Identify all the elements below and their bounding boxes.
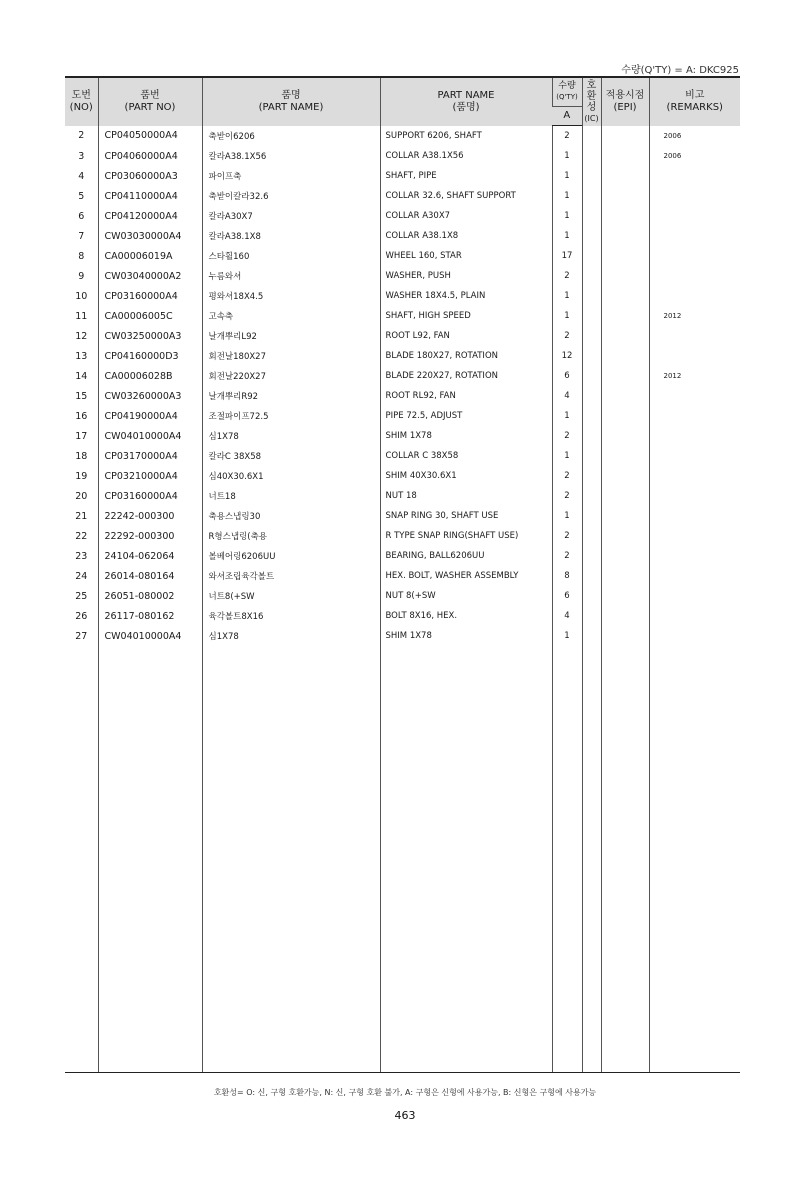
epi-cell	[601, 286, 649, 306]
table-row	[65, 466, 740, 486]
part-name-korean-cell: 심1X78	[202, 626, 380, 646]
table-row	[65, 386, 740, 406]
quantity-cell: 1	[552, 406, 582, 426]
part-name-korean-cell: 와셔조립육각볼트	[202, 566, 380, 586]
interchangeability-cell	[582, 606, 601, 626]
part-number-cell: 26117-080162	[98, 606, 202, 626]
part-name-english-cell: SHIM 1X78	[380, 426, 552, 446]
part-number-cell: CW03250000A3	[98, 326, 202, 346]
remarks-cell: 2012	[649, 366, 740, 386]
part-number-cell: CP04190000A4	[98, 406, 202, 426]
epi-cell	[601, 186, 649, 206]
row-number-cell: 2	[78, 130, 85, 142]
part-name-korean-cell: 고속축	[202, 306, 380, 326]
remarks-cell	[649, 446, 740, 466]
table-row	[65, 126, 740, 147]
quantity-cell: 4	[552, 386, 582, 406]
interchangeability-cell	[582, 126, 601, 147]
row-number-cell: 27	[75, 630, 88, 642]
row-number-cell: 8	[78, 250, 85, 262]
part-name-korean-cell: 파이프축	[202, 166, 380, 186]
quantity-cell: 2	[552, 466, 582, 486]
remarks-cell	[649, 166, 740, 186]
header-interchangeability: 호 환 성 (IC)	[582, 77, 601, 126]
table-row	[65, 346, 740, 366]
epi-cell	[601, 146, 649, 166]
part-name-english-cell: SHAFT, PIPE	[380, 166, 552, 186]
part-number-cell: CP03160000A4	[98, 486, 202, 506]
interchangeability-cell	[582, 386, 601, 406]
interchangeability-cell	[582, 246, 601, 266]
part-name-korean-cell: 심40X30.6X1	[202, 466, 380, 486]
part-number-cell: 26014-080164	[98, 566, 202, 586]
interchangeability-cell	[582, 626, 601, 646]
part-name-english-cell: COLLAR 32.6, SHAFT SUPPORT	[380, 186, 552, 206]
quantity-model-note: 수량(Q'TY) = A: DKC925	[621, 65, 739, 76]
remarks-cell	[649, 226, 740, 246]
table-row	[65, 206, 740, 226]
epi-cell	[601, 386, 649, 406]
epi-cell	[601, 466, 649, 486]
empty-cell	[65, 646, 98, 1073]
part-number-cell: CP04110000A4	[98, 186, 202, 206]
row-number-cell: 25	[75, 590, 88, 602]
remarks-cell	[649, 506, 740, 526]
empty-cell	[98, 646, 202, 1073]
interchangeability-cell	[582, 446, 601, 466]
table-row	[65, 266, 740, 286]
table-row	[65, 426, 740, 446]
remarks-cell	[649, 386, 740, 406]
quantity-cell: 6	[552, 586, 582, 606]
interchangeability-cell	[582, 546, 601, 566]
part-name-korean-cell: 날개뿌리L92	[202, 326, 380, 346]
epi-cell	[601, 326, 649, 346]
row-number-cell: 24	[75, 570, 88, 582]
row-number-cell: 21	[75, 510, 88, 522]
part-name-korean-cell: 칼라A30X7	[202, 206, 380, 226]
part-name-english-cell: SHAFT, HIGH SPEED	[380, 306, 552, 326]
table-row	[65, 626, 740, 646]
parts-table-body	[65, 126, 740, 1073]
interchangeability-cell	[582, 206, 601, 226]
row-number-cell: 10	[75, 290, 88, 302]
epi-cell	[601, 406, 649, 426]
header-quantity-model-a: A	[552, 107, 582, 126]
interchangeability-cell	[582, 226, 601, 246]
interchangeability-cell	[582, 266, 601, 286]
quantity-cell: 1	[552, 186, 582, 206]
part-name-english-cell: COLLAR C 38X58	[380, 446, 552, 466]
header-no: 도번 (NO)	[65, 77, 98, 126]
part-name-korean-cell: 날개뿌리R92	[202, 386, 380, 406]
quantity-cell: 2	[552, 486, 582, 506]
part-name-english-cell: PIPE 72.5, ADJUST	[380, 406, 552, 426]
remarks-cell	[649, 186, 740, 206]
epi-cell	[601, 246, 649, 266]
part-name-korean-cell: 너트18	[202, 486, 380, 506]
part-number-cell: CW03040000A2	[98, 266, 202, 286]
remarks-cell	[649, 586, 740, 606]
header-part-no: 품번 (PART NO)	[98, 77, 202, 126]
part-name-english-cell: COLLAR A38.1X56	[380, 146, 552, 166]
quantity-cell: 2	[552, 546, 582, 566]
quantity-cell: 17	[552, 246, 582, 266]
part-name-korean-cell: 평와셔18X4.5	[202, 286, 380, 306]
part-name-korean-cell: 조절파이프72.5	[202, 406, 380, 426]
table-row	[65, 366, 740, 386]
part-name-korean-cell: 스타휠160	[202, 246, 380, 266]
quantity-cell: 1	[552, 226, 582, 246]
interchangeability-cell	[582, 466, 601, 486]
interchangeability-cell	[582, 366, 601, 386]
header-part-name-ko: 품명 (PART NAME)	[202, 77, 380, 126]
part-name-korean-cell: 축용스냅링30	[202, 506, 380, 526]
part-name-english-cell: NUT 18	[380, 486, 552, 506]
part-name-korean-cell: 회전날180X27	[202, 346, 380, 366]
part-number-cell: 22292-000300	[98, 526, 202, 546]
remarks-cell	[649, 406, 740, 426]
row-number-cell: 3	[78, 150, 85, 162]
remarks-cell	[649, 486, 740, 506]
row-number-cell: 17	[75, 430, 88, 442]
remarks-cell: 2006	[649, 126, 740, 147]
part-name-korean-cell: 너트8(+SW	[202, 586, 380, 606]
remarks-cell: 2012	[649, 306, 740, 326]
part-name-english-cell: SNAP RING 30, SHAFT USE	[380, 506, 552, 526]
part-number-cell: CA00006019A	[98, 246, 202, 266]
part-name-korean-cell: 볼베어링6206UU	[202, 546, 380, 566]
empty-cell	[601, 646, 649, 1073]
interchangeability-cell	[582, 286, 601, 306]
empty-cell	[552, 646, 582, 1073]
part-name-english-cell: NUT 8(+SW	[380, 586, 552, 606]
epi-cell	[601, 486, 649, 506]
quantity-cell: 12	[552, 346, 582, 366]
part-number-cell: CP03060000A3	[98, 166, 202, 186]
part-number-cell: CW04010000A4	[98, 626, 202, 646]
quantity-cell: 1	[552, 306, 582, 326]
quantity-cell: 2	[552, 266, 582, 286]
interchangeability-cell	[582, 586, 601, 606]
row-number-cell: 15	[75, 390, 88, 402]
epi-cell	[601, 586, 649, 606]
row-number-cell: 5	[78, 190, 85, 202]
part-name-english-cell: WHEEL 160, STAR	[380, 246, 552, 266]
row-number-cell: 13	[75, 350, 88, 362]
table-row	[65, 146, 740, 166]
empty-filler-row	[65, 646, 740, 1073]
part-name-korean-cell: 육각볼트8X16	[202, 606, 380, 626]
part-number-cell: 22242-000300	[98, 506, 202, 526]
row-number-cell: 9	[78, 270, 85, 282]
quantity-cell: 1	[552, 206, 582, 226]
table-row	[65, 566, 740, 586]
remarks-cell	[649, 426, 740, 446]
table-row	[65, 286, 740, 306]
part-number-cell: CP03160000A4	[98, 286, 202, 306]
interchangeability-footnote: 호환성= O: 신, 구형 호환가능, N: 신, 구형 호환 불가, A: 구형은 신형에 사용가능, B: 신형은 구형에 사용가능	[213, 1088, 597, 1097]
table-row	[65, 486, 740, 506]
interchangeability-cell	[582, 186, 601, 206]
header-epi: 적용시점 (EPI)	[601, 77, 649, 126]
epi-cell	[601, 606, 649, 626]
table-row	[65, 526, 740, 546]
header-part-name-en: PART NAME (품명)	[380, 77, 552, 126]
table-row	[65, 306, 740, 326]
remarks-cell	[649, 266, 740, 286]
header-quantity: 수량 (Q'TY)	[552, 77, 582, 107]
row-number-cell: 7	[78, 230, 85, 242]
remarks-cell	[649, 626, 740, 646]
part-name-english-cell: SUPPORT 6206, SHAFT	[380, 126, 552, 147]
part-name-korean-cell: 축받이6206	[202, 126, 380, 147]
quantity-cell: 2	[552, 326, 582, 346]
epi-cell	[601, 206, 649, 226]
quantity-cell: 1	[552, 286, 582, 306]
row-number-cell: 16	[75, 410, 88, 422]
remarks-cell	[649, 526, 740, 546]
part-number-cell: CP03210000A4	[98, 466, 202, 486]
empty-cell	[202, 646, 380, 1073]
part-name-korean-cell: 칼라C 38X58	[202, 446, 380, 466]
part-name-english-cell: COLLAR A38.1X8	[380, 226, 552, 246]
remarks-cell	[649, 546, 740, 566]
empty-cell	[380, 646, 552, 1073]
part-name-korean-cell: 누름와셔	[202, 266, 380, 286]
part-number-cell: CW03030000A4	[98, 226, 202, 246]
interchangeability-cell	[582, 146, 601, 166]
part-name-english-cell: COLLAR A30X7	[380, 206, 552, 226]
row-number-cell: 6	[78, 210, 85, 222]
quantity-cell: 2	[552, 426, 582, 446]
table-row	[65, 586, 740, 606]
epi-cell	[601, 426, 649, 446]
empty-cell	[649, 646, 740, 1073]
page-number: 463	[394, 1109, 416, 1122]
part-name-english-cell: SHIM 40X30.6X1	[380, 466, 552, 486]
interchangeability-cell	[582, 326, 601, 346]
epi-cell	[601, 346, 649, 366]
part-name-korean-cell: 칼라A38.1X56	[202, 146, 380, 166]
part-number-cell: CW04010000A4	[98, 426, 202, 446]
quantity-cell: 8	[552, 566, 582, 586]
interchangeability-cell	[582, 566, 601, 586]
table-row	[65, 226, 740, 246]
epi-cell	[601, 446, 649, 466]
remarks-cell	[649, 606, 740, 626]
part-number-cell: CA00006028B	[98, 366, 202, 386]
epi-cell	[601, 366, 649, 386]
table-row	[65, 406, 740, 426]
remarks-cell	[649, 326, 740, 346]
quantity-cell: 1	[552, 146, 582, 166]
quantity-cell: 1	[552, 446, 582, 466]
epi-cell	[601, 266, 649, 286]
part-name-english-cell: WASHER, PUSH	[380, 266, 552, 286]
part-number-cell: CP04120000A4	[98, 206, 202, 226]
table-row	[65, 166, 740, 186]
part-name-korean-cell: 심1X78	[202, 426, 380, 446]
part-name-english-cell: ROOT RL92, FAN	[380, 386, 552, 406]
table-row	[65, 446, 740, 466]
part-name-english-cell: BEARING, BALL6206UU	[380, 546, 552, 566]
part-number-cell: CA00006005C	[98, 306, 202, 326]
parts-table	[65, 76, 740, 1073]
row-number-cell: 20	[75, 490, 88, 502]
epi-cell	[601, 126, 649, 147]
row-number-cell: 14	[75, 370, 88, 382]
part-number-cell: CP04160000D3	[98, 346, 202, 366]
table-row	[65, 506, 740, 526]
empty-cell	[582, 646, 601, 1073]
epi-cell	[601, 306, 649, 326]
part-number-cell: CP04050000A4	[98, 126, 202, 147]
quantity-cell: 6	[552, 366, 582, 386]
interchangeability-cell	[582, 426, 601, 446]
remarks-cell	[649, 466, 740, 486]
part-name-english-cell: SHIM 1X78	[380, 626, 552, 646]
interchangeability-cell	[582, 526, 601, 546]
part-name-english-cell: WASHER 18X4.5, PLAIN	[380, 286, 552, 306]
row-number-cell: 4	[78, 170, 85, 182]
part-name-korean-cell: 축받이칼라32.6	[202, 186, 380, 206]
quantity-cell: 2	[552, 126, 582, 147]
part-number-cell: 26051-080002	[98, 586, 202, 606]
part-name-english-cell: R TYPE SNAP RING(SHAFT USE)	[380, 526, 552, 546]
row-number-cell: 12	[75, 330, 88, 342]
part-name-english-cell: ROOT L92, FAN	[380, 326, 552, 346]
part-number-cell: CP03170000A4	[98, 446, 202, 466]
table-row	[65, 326, 740, 346]
epi-cell	[601, 226, 649, 246]
table-row	[65, 246, 740, 266]
row-number-cell: 22	[75, 530, 88, 542]
row-number-cell: 26	[75, 610, 88, 622]
remarks-cell	[649, 346, 740, 366]
part-number-cell: 24104-062064	[98, 546, 202, 566]
interchangeability-cell	[582, 506, 601, 526]
interchangeability-cell	[582, 406, 601, 426]
row-number-cell: 23	[75, 550, 88, 562]
epi-cell	[601, 546, 649, 566]
row-number-cell: 18	[75, 450, 88, 462]
epi-cell	[601, 526, 649, 546]
quantity-cell: 1	[552, 506, 582, 526]
remarks-cell	[649, 246, 740, 266]
part-name-english-cell: HEX. BOLT, WASHER ASSEMBLY	[380, 566, 552, 586]
interchangeability-cell	[582, 346, 601, 366]
quantity-cell: 1	[552, 166, 582, 186]
interchangeability-cell	[582, 166, 601, 186]
epi-cell	[601, 626, 649, 646]
remarks-cell	[649, 206, 740, 226]
part-name-korean-cell: 칼라A38.1X8	[202, 226, 380, 246]
part-number-cell: CW03260000A3	[98, 386, 202, 406]
part-name-english-cell: BLADE 180X27, ROTATION	[380, 346, 552, 366]
part-name-korean-cell: R형스냅링(축용	[202, 526, 380, 546]
table-row	[65, 186, 740, 206]
part-name-english-cell: BOLT 8X16, HEX.	[380, 606, 552, 626]
quantity-cell: 1	[552, 626, 582, 646]
interchangeability-cell	[582, 486, 601, 506]
epi-cell	[601, 166, 649, 186]
part-name-korean-cell: 회전날220X27	[202, 366, 380, 386]
remarks-cell	[649, 286, 740, 306]
table-row	[65, 546, 740, 566]
header-remarks: 비고 (REMARKS)	[649, 77, 740, 126]
epi-cell	[601, 566, 649, 586]
row-number-cell: 19	[75, 470, 88, 482]
row-number-cell: 11	[75, 310, 88, 322]
part-number-cell: CP04060000A4	[98, 146, 202, 166]
quantity-cell: 2	[552, 526, 582, 546]
epi-cell	[601, 506, 649, 526]
table-row	[65, 606, 740, 626]
quantity-cell: 4	[552, 606, 582, 626]
part-name-english-cell: BLADE 220X27, ROTATION	[380, 366, 552, 386]
remarks-cell	[649, 566, 740, 586]
interchangeability-cell	[582, 306, 601, 326]
remarks-cell: 2006	[649, 146, 740, 166]
